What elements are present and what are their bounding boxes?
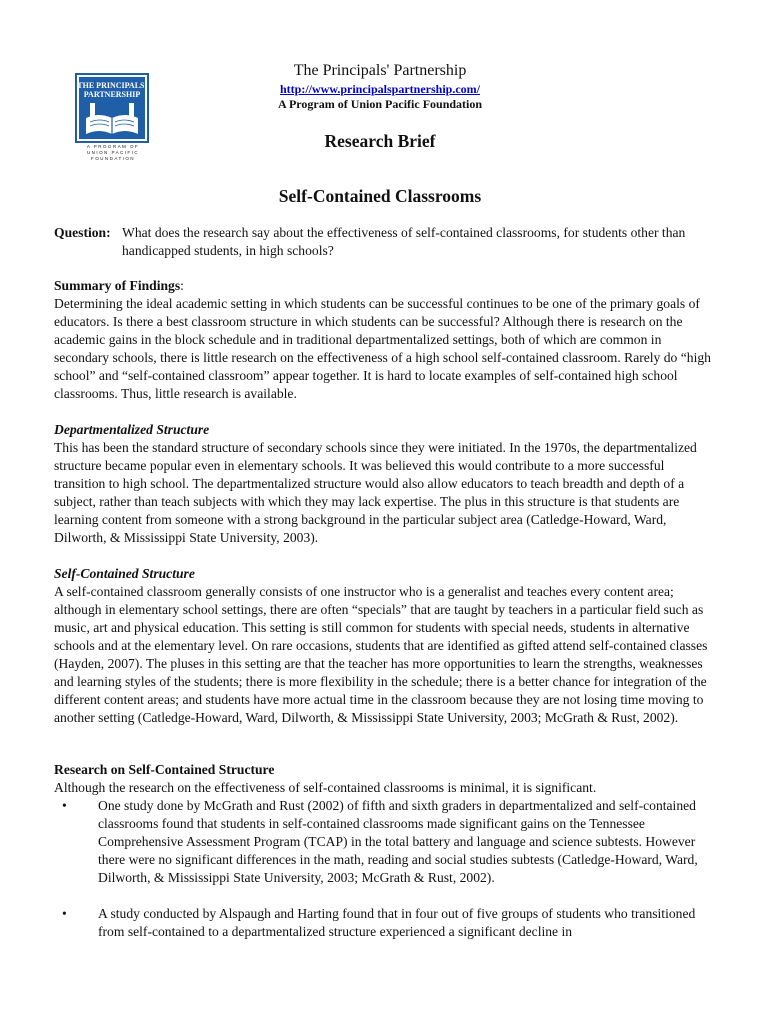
organization-url-line: [200, 82, 560, 97]
organization-url-link[interactable]: http://www.principalspartnership.com/: [279, 82, 480, 96]
bullet-marker: •: [62, 798, 67, 813]
self-contained-heading: Self-Contained Structure: [54, 566, 195, 581]
departmentalized-heading: Departmentalized Structure: [54, 422, 210, 437]
research-heading: Research on Self-Contained Structure: [54, 762, 275, 777]
bullet-text: A study conducted by Alspaugh and Harting found that in four out of five groups of students who transitioned from self-contained to a departmentalized structure experienced a significant decline in: [98, 906, 696, 939]
logo-caption: [72, 144, 154, 162]
summary-section: [54, 277, 714, 403]
logo-caption-line-1: A PROGRAM OF: [86, 144, 140, 149]
document-title: Self-Contained Classrooms: [278, 186, 482, 206]
research-section: [54, 761, 714, 797]
bullet-text: One study done by McGrath and Rust (2002) of fifth and sixth graders in departmentalized and self-contained classrooms found that students in self-contained classrooms made significant gains on the Tennessee Comprehensive Assessment Program (TCAP) in the total battery and language and science subtests. However there were no significant differences in the math, reading and social studies subtests (Catledge-Howard, Ward, Dilworth, & Mississippi State University, 2003; McGrath & Rust, 2002).: [98, 798, 698, 885]
summary-heading: Summary of Findings: [54, 278, 181, 293]
logo-book-icon: [74, 72, 150, 144]
logo-text-line-2: PARTNERSHIP: [83, 90, 141, 99]
departmentalized-text: This has been the standard structure of secondary schools since they were initiated. In the 1970s, the departmentalized structure became popular even in elementary schools. It was believed this would contribute to a more successful transition to high school. The departmentalized structure would also allow educators to teach breadth and depth of a subject, rather than teach subjects with which they may lack expertise. The plus in this structure is that students are learning content from someone with a strong background in the particular subject area (Catledge-Howard, Ward, Dilworth, & Mississippi State University, 2003).: [54, 440, 697, 545]
summary-text: Determining the ideal academic setting in which students can be successful continues to be one of the primary goals of educators. Is there a best classroom structure in which students can be successful? Although there is research on the academic gains in the block schedule and in traditional departmentalized settings, both of which are common in secondary schools, there is little research on the effectiveness of a high school self-contained classroom. Rarely do “high school” and “self-contained classroom” appear together. It is hard to locate examples of self-contained high school classrooms. Thus, little research is available.: [54, 296, 711, 401]
self-contained-section: [54, 565, 714, 727]
self-contained-text: A self-contained classroom generally consists of one instructor who is a generalist and teaches every content area; although in elementary school settings, there are often “specials” that are taught by teachers in a particular field such as music, art and physical education. This setting is still common for students with special needs, students in alternative schools and at the elementary level. On rare occasions, students that are identified as gifted attend self-contained classes (Hayden, 2007). The pluses in this setting are that the teacher has more opportunities to learn the strengths, weaknesses and learning styles of the students; there is more flexibility in the schedule; there is a better chance for integration of the different content areas; and students have more actual time in the classroom because they are not losing time moving to another setting (Catledge-Howard, Ward, Dilworth, & Mississippi State University, 2003; McGrath & Rust, 2002).: [54, 584, 708, 725]
research-intro: Although the research on the effectiveness of self-contained classrooms is minimal, it is significant.: [54, 780, 597, 795]
departmentalized-section: [54, 421, 714, 547]
organization-name: The Principals' Partnership: [293, 62, 467, 79]
research-brief-label: Research Brief: [324, 131, 436, 151]
logo-caption-line-2: UNION PACIFIC: [86, 150, 140, 155]
question-text: What does the research say about the effectiveness of self-contained classrooms, for students other than handicapped students, in high schools?: [122, 225, 686, 258]
question-label: Question:: [54, 225, 111, 240]
organization-subtitle: A Program of Union Pacific Foundation: [277, 97, 483, 111]
summary-heading-suffix: :: [180, 278, 184, 293]
bullet-marker: •: [62, 906, 67, 921]
logo-text-line-1: THE PRINCIPALS': [77, 81, 147, 90]
logo-caption-line-3: FOUNDATION: [90, 156, 136, 161]
